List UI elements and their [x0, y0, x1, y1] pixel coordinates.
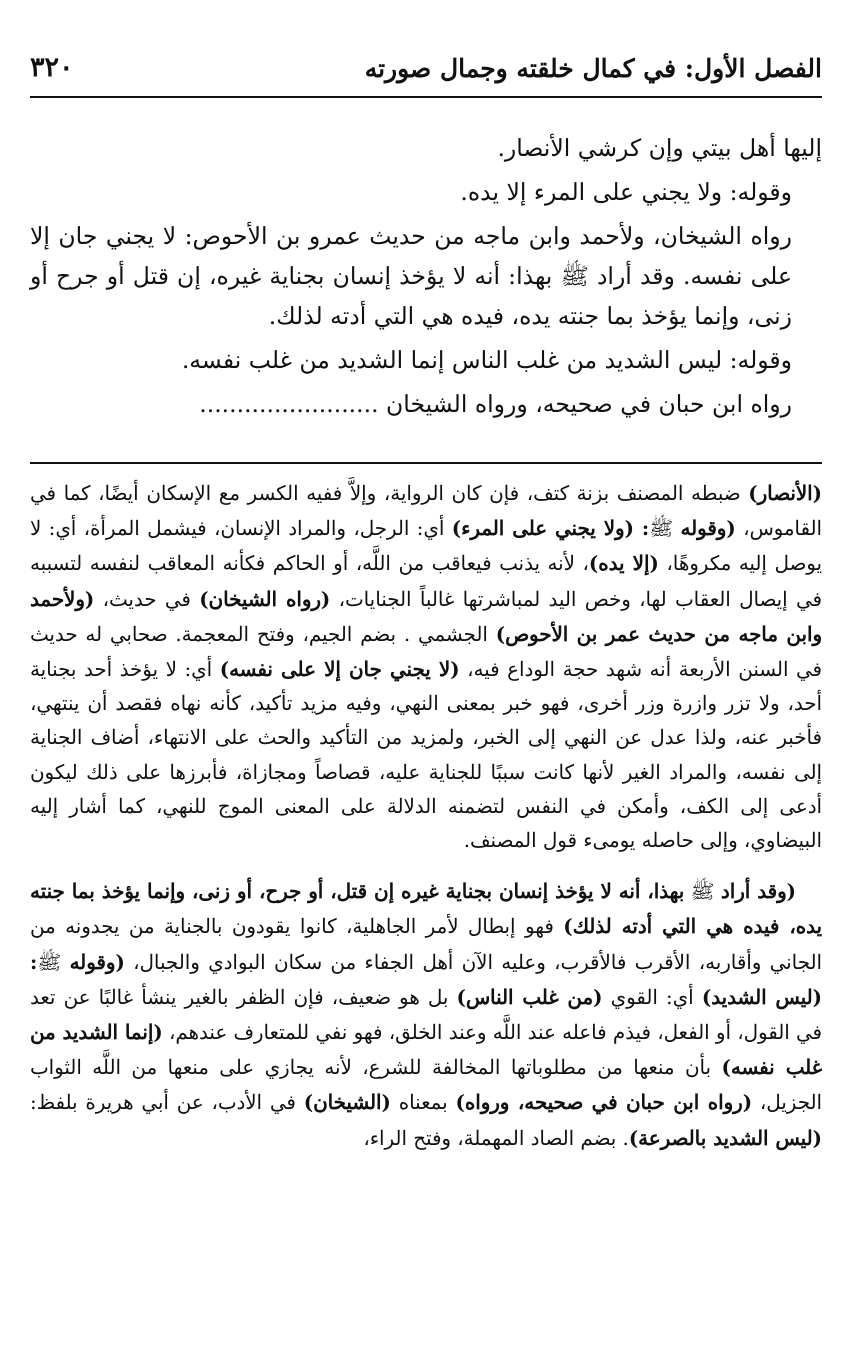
text-run: بل هو ضعيف، فإن الظفر بالغير ينشأ غالبًا عن تعد في القول، أو الفعل، فيذم فاعله عند اللَّه وعند الخلق، فهو نفي للمتعارف عندهم، [30, 985, 822, 1045]
footnote-divider [30, 462, 822, 464]
commentary-paragraph-2 [30, 874, 822, 1156]
text-run: ، لأنه يذنب فيعاقب من اللَّه، أو الحاكم فكأنه المعاقب لنفسه لتسببه في إيصال العقاب لها، وخص اليد لمباشرتها غالباً الجنايات، [30, 552, 822, 611]
bold-run: بهذا، أنه لا يؤخذ إنسان بجناية غيره إن قتل، أو جرح، أو زنى، وإنما يؤخذ بما جنته يده، فيده هي التي أدته لذلك) [30, 879, 822, 939]
text-run: ﷺ [684, 880, 721, 904]
text-run: بمعناه [390, 1091, 456, 1115]
text-run: أي: القوي [602, 985, 702, 1009]
continuation-dots: ........................ [199, 390, 379, 418]
text-run: الجشمي . بضم الجيم، وفتح المعجمة. صحابي له حديث في السنن الأربعة أنه شهد حجة الوداع فيه، [30, 622, 822, 682]
bold-run: (رواه ابن حبان في صحيحه، ورواه) [455, 1090, 753, 1115]
main-paragraph-2: وقوله: ولا يجني على المرء إلا يده. [460, 178, 792, 206]
bold-run: : (ليس الشديد) [30, 949, 822, 1009]
text-run: ﷺ [37, 950, 70, 974]
bold-run: (لا يجني جان إلا على نفسه) [219, 657, 460, 682]
bold-run: (وقد أراد [720, 879, 796, 904]
bold-run: : (ولا يجني على المرء) [451, 516, 650, 541]
bold-run: (الأنصار) [748, 481, 822, 505]
commentary [30, 476, 822, 1156]
main-paragraph-3: رواه الشيخان، ولأحمد وابن ماجه من حديث عمرو بن الأحوص: لا يجني جان إلا على نفسه. وقد أراد ﷺ بهذا: أنه لا يؤخذ إنسان بجناية غيره، إن قتل أو جرح أو زنى، وإنما يؤخذ بما جنته يده، فيده هي التي أدته لذلك. [30, 222, 792, 330]
chapter-title: الفصل الأول: في كمال خلقته وجمال صورته [364, 54, 822, 83]
document-page [30, 52, 822, 1342]
text-run: في حديث، [94, 587, 200, 611]
page-number: ٣٢٠ [30, 52, 74, 83]
bold-run: (ولأحمد وابن ماجه من حديث عمر بن الأحوص) [30, 586, 822, 646]
page-header [30, 52, 822, 98]
bold-run: (الشيخان) [303, 1090, 391, 1115]
main-paragraph-1: إليها أهل بيتي وإن كرشي الأنصار. [497, 134, 822, 162]
main-text [30, 128, 822, 424]
text-run: ضبطه المصنف بزنة كتف، فإن كان الرواية، وإلاَّ ففيه الكسر مع الإسكان أيضًا، كما في القاموس، [30, 482, 822, 541]
commentary-paragraph-1 [30, 476, 822, 858]
bold-run: (من غلب الناس) [456, 984, 603, 1009]
text-run: أي: لا يؤخذ أحد بجناية أحد، ولا تزر وازرة وزر أخرى، فهو خبر بمعنى النهي، وفيه مزيد تأكيد، كأنه نهاه فقصد أن ينتهي، فأخبر عنه، ولذا عدل عن النهي إلى الخبر، ولمزيد من التأكيد والحث على الانتهاء، أضاف الجناية إلى نفسه، والمراد الغير لأنها كانت سببًا للجناية عليه، قصاصاً ومجازاة، فأبرزها على ذلك ليكون أدعى إلى الكف، وأمكن في النفس لتضمنه الدلالة على المعنى الموج للنهي، كما أشار إليه البيضاوي، وإلى حاصله يومىء قول المصنف. [30, 658, 822, 853]
bold-run: (رواه الشيخان) [199, 586, 331, 611]
text-run: . بضم الصاد المهملة، وفتح الراء، [363, 1126, 629, 1150]
text-run: فهو إبطال لأمر الجاهلية، كانوا يقودون بالجناية من يجدونه من الجاني وأقاربه، الأقرب فالأقرب، وعليه الآن أهل الجفاء من سكان البوادي والجبال، [30, 915, 822, 974]
bold-run: (وقوله [680, 516, 736, 541]
main-paragraph-5-text: رواه ابن حبان في صحيحه، ورواه الشيخان [386, 390, 792, 418]
bold-run: (ليس الشديد بالصرعة) [628, 1125, 822, 1150]
text-run: في الأدب، عن أبي هريرة بلفظ: [30, 1091, 304, 1115]
bold-run: (إلا يده) [588, 551, 659, 576]
bold-run: (وقوله [69, 949, 125, 974]
main-paragraph-4: وقوله: ليس الشديد من غلب الناس إنما الشديد من غلب نفسه. [181, 346, 792, 374]
text-run: بأن منعها من مطلوباتها المخالفة للشرع، لأنه يجازي على منعها من اللَّه الثواب الجزيل، [30, 1056, 823, 1115]
text-run: ﷺ [649, 517, 681, 541]
bold-run: (إنما الشديد من غلب نفسه) [30, 1020, 823, 1080]
text-run: أي: الرجل، والمراد الإنسان، فيشمل المرأة، أي: لا يوصل إليه مكروهًا، [30, 517, 822, 576]
main-paragraph-5 [30, 384, 822, 424]
